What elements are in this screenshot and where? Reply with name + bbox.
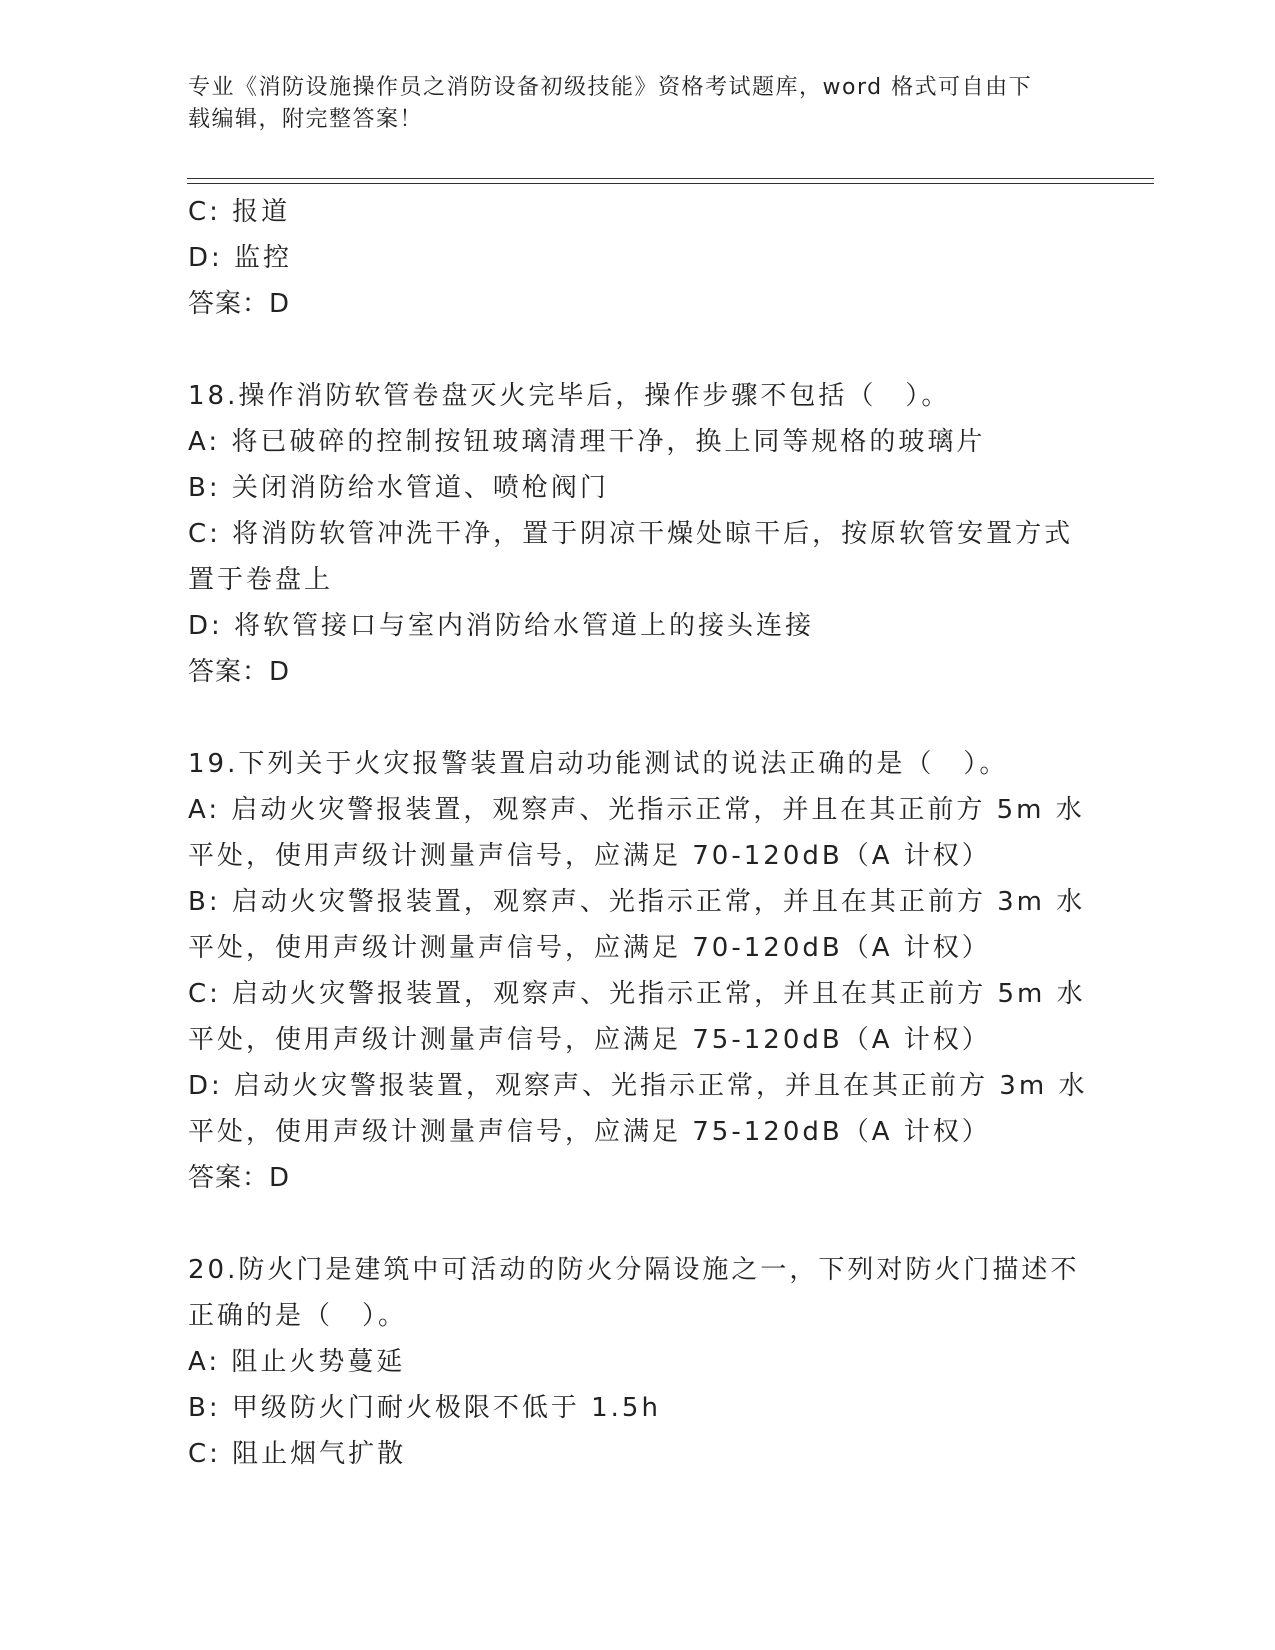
q17-option-c: C: 报道 <box>188 197 291 227</box>
q18-option-a: A: 将已破碎的控制按钮玻璃清理干净，换上同等规格的玻璃片 <box>188 427 986 457</box>
header-divider-bottom <box>187 183 1154 184</box>
q17-option-d: D: 监控 <box>188 243 293 273</box>
q18-option-b: B: 关闭消防给水管道、喷枪阀门 <box>188 473 609 503</box>
q19-option-b-line-1: B: 启动火灾警报装置，观察声、光指示正常，并且在其正前方 3m 水 <box>188 887 1086 917</box>
q20-option-a: A: 阻止火势蔓延 <box>188 1347 406 1377</box>
q19-stem: 19.下列关于火灾报警装置启动功能测试的说法正确的是（ ）。 <box>188 749 1009 779</box>
question-list <box>188 189 1088 1477</box>
q18-answer: 答案：D <box>188 657 291 687</box>
q19-answer: 答案：D <box>188 1163 291 1193</box>
header-line-2: 载编辑，附完整答案！ <box>188 107 424 132</box>
q19-option-d-line-2: 平处，使用声级计测量声信号，应满足 75-120dB（A 计权） <box>188 1117 991 1147</box>
q20-option-c: C: 阻止烟气扩散 <box>188 1439 407 1469</box>
q19-option-d-line-1: D: 启动火灾警报装置，观察声、光指示正常，并且在其正前方 3m 水 <box>188 1071 1088 1101</box>
question-18 <box>188 373 1088 695</box>
q19-option-a-line-2: 平处，使用声级计测量声信号，应满足 70-120dB（A 计权） <box>188 841 991 871</box>
header-divider-top <box>187 178 1154 179</box>
q18-stem: 18.操作消防软管卷盘灭火完毕后，操作步骤不包括（ ）。 <box>188 381 951 411</box>
q20-stem-line-1: 20.防火门是建筑中可活动的防火分隔设施之一，下列对防火门描述不 <box>188 1255 1080 1285</box>
q18-option-c-line-2: 置于卷盘上 <box>188 565 334 595</box>
q18-option-c-line-1: C: 将消防软管冲洗干净，置于阴凉干燥处晾干后，按原软管安置方式 <box>188 519 1074 549</box>
spacer <box>188 327 1088 373</box>
question-17-tail <box>188 189 1088 327</box>
q18-option-d: D: 将软管接口与室内消防给水管道上的接头连接 <box>188 611 815 641</box>
header-line-1: 专业《消防设施操作员之消防设备初级技能》资格考试题库，word 格式可自由下 <box>188 75 1033 100</box>
question-19 <box>188 741 1088 1201</box>
spacer <box>188 695 1088 741</box>
q19-option-b-line-2: 平处，使用声级计测量声信号，应满足 70-120dB（A 计权） <box>188 933 991 963</box>
q19-option-a-line-1: A: 启动火灾警报装置，观察声、光指示正常，并且在其正前方 5m 水 <box>188 795 1085 825</box>
q17-answer: 答案：D <box>188 289 291 319</box>
q20-stem-line-2: 正确的是（ ）。 <box>188 1301 408 1331</box>
q20-option-b: B: 甲级防火门耐火极限不低于 1.5h <box>188 1393 661 1423</box>
q19-option-c-line-1: C: 启动火灾警报装置，观察声、光指示正常，并且在其正前方 5m 水 <box>188 979 1086 1009</box>
page-header <box>188 72 1068 136</box>
q19-option-c-line-2: 平处，使用声级计测量声信号，应满足 75-120dB（A 计权） <box>188 1025 991 1055</box>
spacer <box>188 1201 1088 1247</box>
question-20 <box>188 1247 1088 1477</box>
